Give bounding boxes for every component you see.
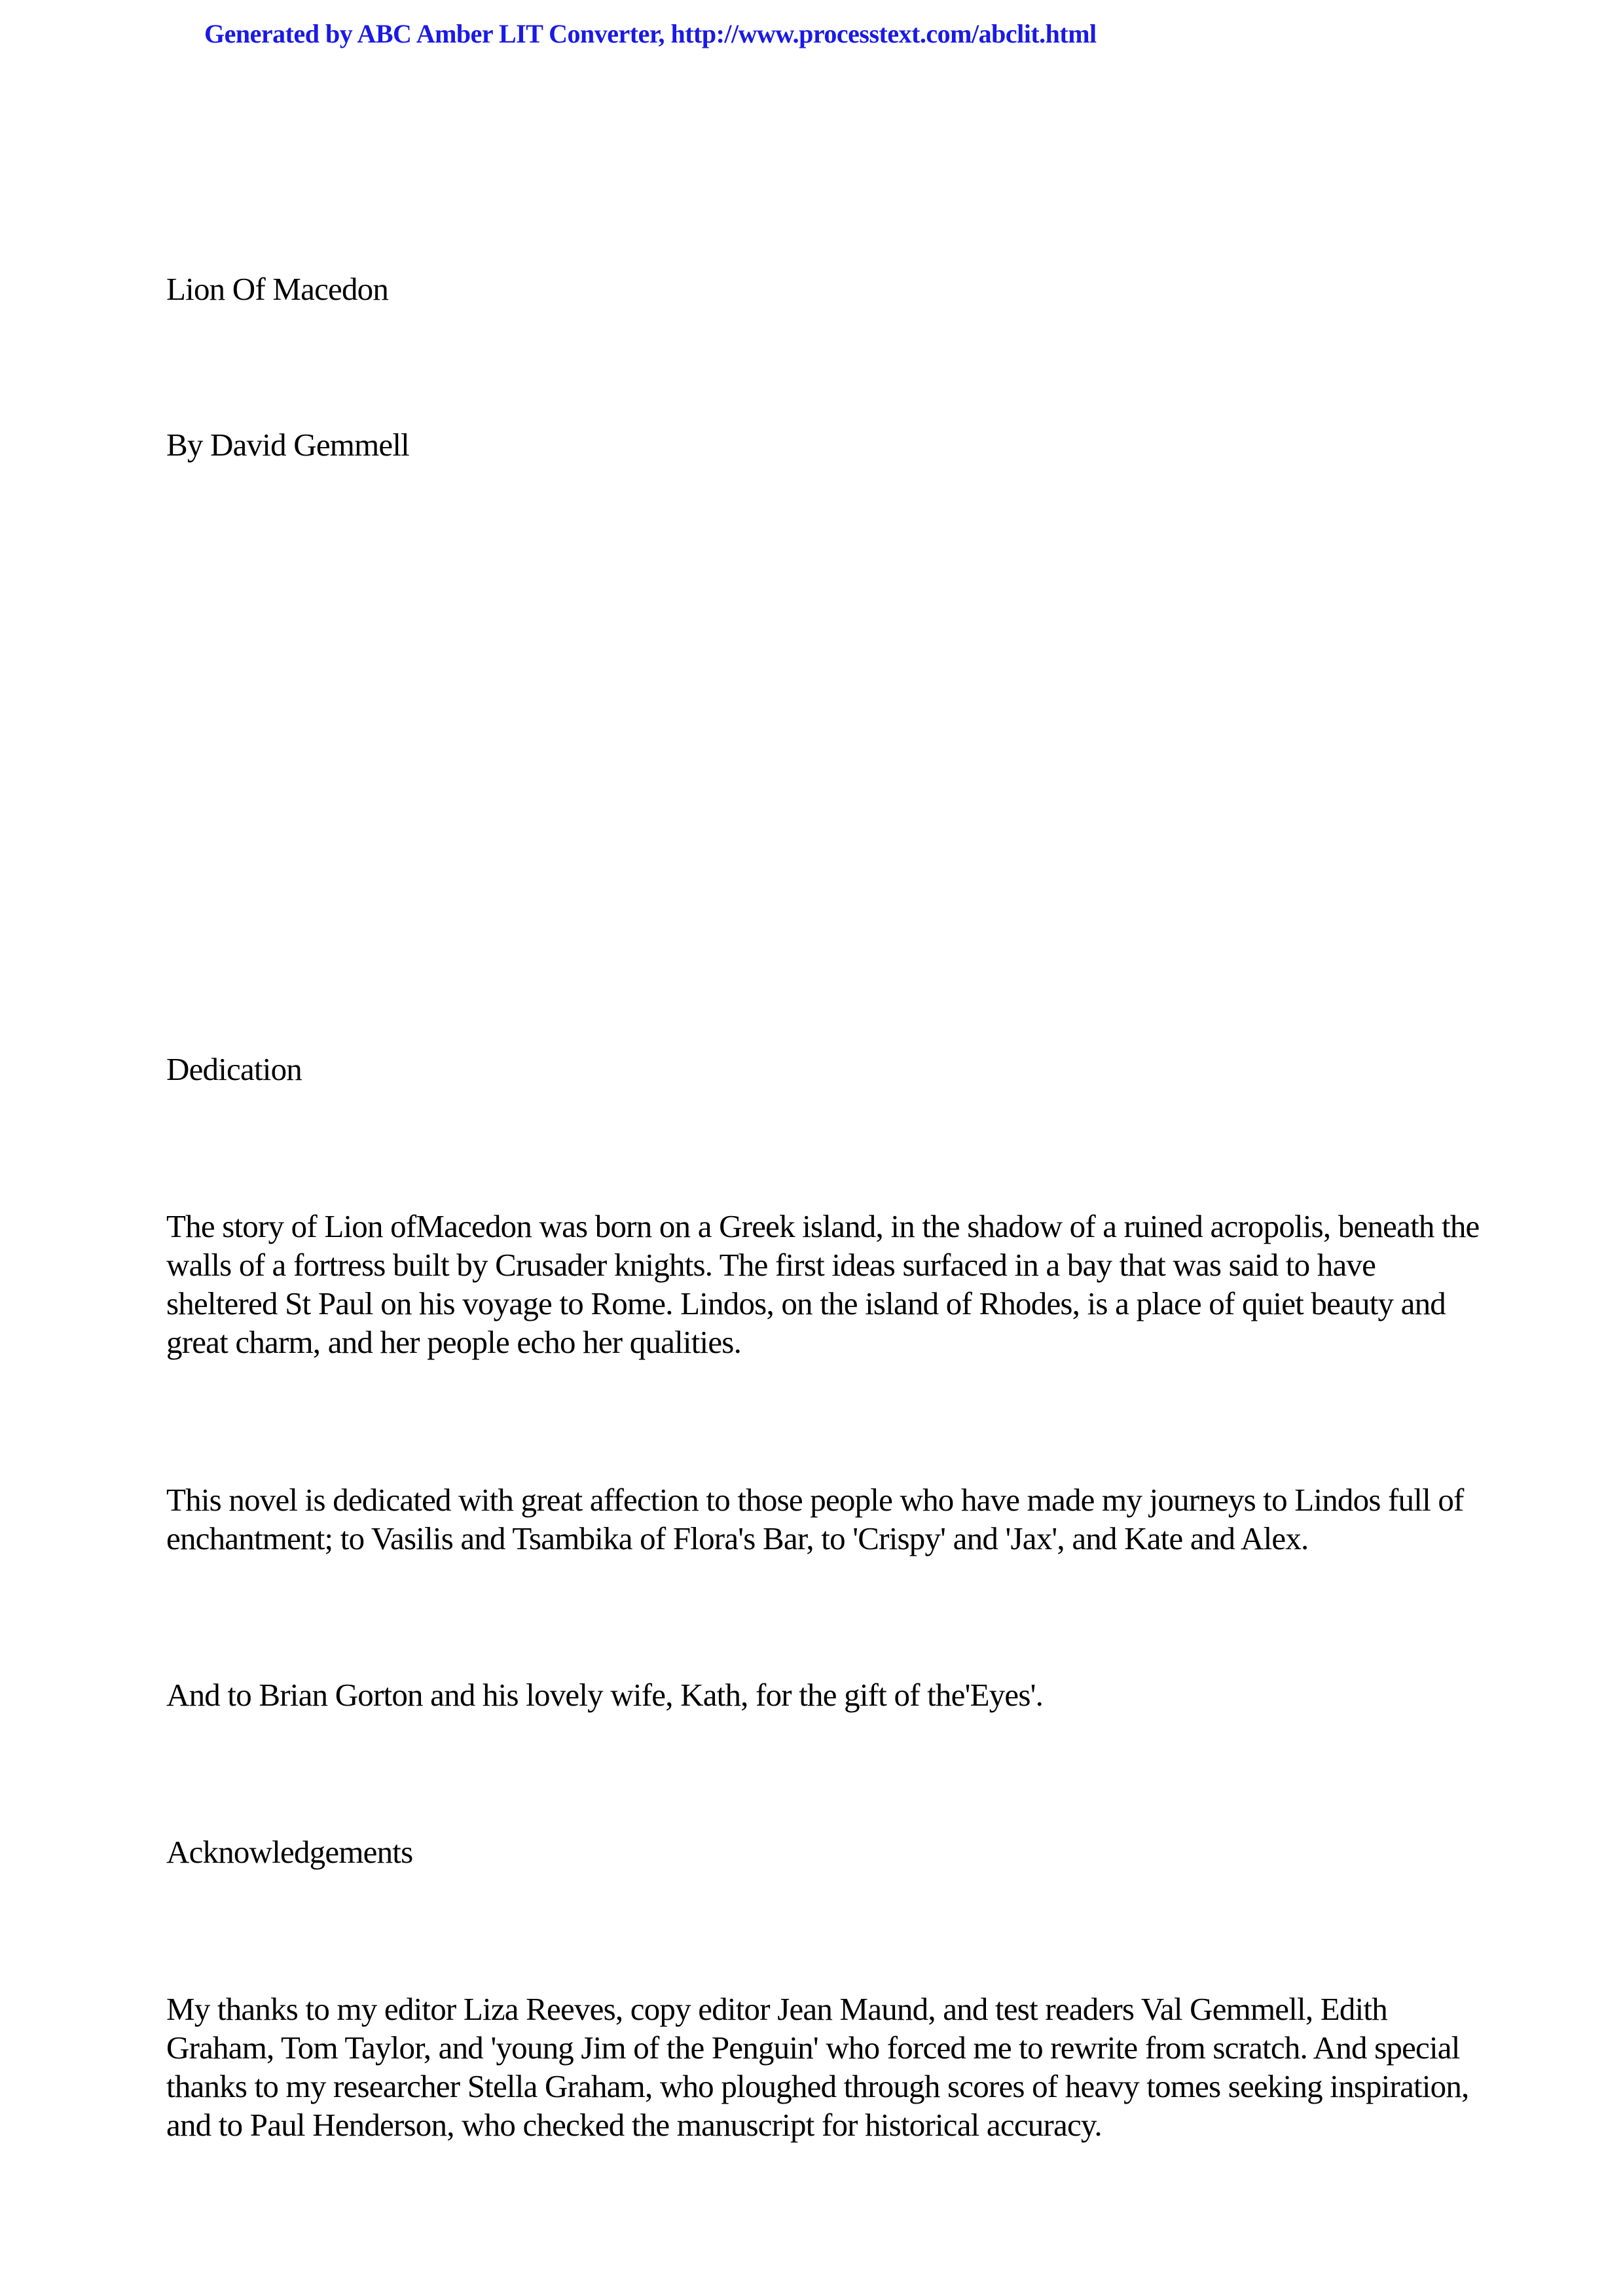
author-line: By David Gemmell: [166, 427, 409, 463]
dedication-paragraph-1: The story of Lion ofMacedon was born on a Greek island, in the shadow of a ruined acropolis, beneath the walls of a fortress built by Crusader knights. The first ideas surfaced in a bay that was said to have sheltered St Paul on his voyage to Rome. Lindos, on the island of Rhodes, is a place of quiet beauty and great charm, and her people echo her qualities.: [166, 1208, 1480, 1360]
dedication-paragraph-2: This novel is dedicated with great affection to those people who have made my journeys to Lindos full of enchantment; to Vasilis and Tsambika of Flora's Bar, to 'Crispy' and 'Jax', and Kate and Alex.: [166, 1482, 1464, 1556]
acknowledgements-heading: Acknowledgements: [166, 1834, 413, 1870]
dedication-paragraph-3: And to Brian Gorton and his lovely wife, Kath, for the gift of the'Eyes'.: [166, 1677, 1044, 1713]
dedication-heading: Dedication: [166, 1051, 302, 1087]
book-title: Lion Of Macedon: [166, 271, 389, 307]
converter-banner: Generated by ABC Amber LIT Converter, http://www.processtext.com/abclit.html: [204, 19, 1097, 48]
acknowledgements-paragraph-1: My thanks to my editor Liza Reeves, copy editor Jean Maund, and test readers Val Gemmell, Edith Graham, Tom Taylor, and 'young Jim of the Penguin' who forced me to rewrite from scratch. And special thanks to my researcher Stella Graham, who ploughed through scores of heavy tomes seeking inspiration, and to Paul Henderson, who checked the manuscript for historical accuracy.: [166, 1991, 1469, 2143]
